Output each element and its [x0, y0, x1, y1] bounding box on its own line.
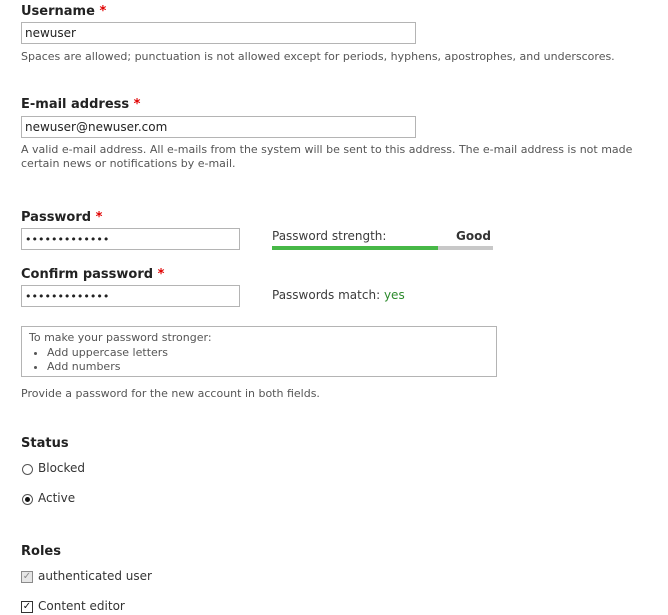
- email-input[interactable]: [21, 116, 416, 138]
- password-suggestions-title: To make your password stronger:: [29, 331, 212, 344]
- list-item: • Add numbers: [47, 360, 489, 374]
- password-strength-label: Password strength:: [272, 229, 387, 243]
- email-description-line2: certain news or notifications by e-mail.: [21, 157, 236, 170]
- confirm-password-label-text: Confirm password: [21, 267, 154, 282]
- email-description: [21, 143, 632, 171]
- username-label-text: Username: [21, 4, 95, 19]
- email-label-text: E-mail address: [21, 97, 130, 112]
- required-mark: *: [157, 267, 165, 282]
- password-strength-bar: [272, 246, 493, 250]
- role-content-editor-checkbox[interactable]: [21, 601, 33, 613]
- status-active-radio[interactable]: [22, 494, 33, 505]
- checkbox-checked-icon: ✓: [22, 601, 32, 612]
- required-mark: *: [99, 4, 107, 19]
- password-label: [21, 210, 102, 225]
- password-description: Provide a password for the new account in both fields.: [21, 387, 320, 400]
- password-label-text: Password: [21, 210, 92, 225]
- status-active-label[interactable]: Active: [38, 491, 76, 505]
- confirm-password-input[interactable]: [21, 285, 240, 307]
- email-description-line1: A valid e-mail address. All e-mails from the system will be sent to this address. The e-mail address is not made: [21, 143, 633, 156]
- required-mark: *: [133, 97, 141, 112]
- password-match-label: Passwords match:: [272, 288, 381, 302]
- status-blocked-label[interactable]: Blocked: [38, 461, 86, 475]
- checkbox-checked-icon: ✓: [22, 571, 32, 582]
- password-match-value: yes: [383, 288, 405, 302]
- radio-selected-icon: [25, 497, 30, 502]
- password-match: [272, 288, 405, 302]
- role-content-editor-label[interactable]: Content editor: [38, 599, 125, 613]
- password-strength-fill: [272, 246, 438, 250]
- required-mark: *: [95, 210, 103, 225]
- confirm-password-label: [21, 267, 164, 282]
- username-description: Spaces are allowed; punctuation is not allowed except for periods, hyphens, apostrophes, and underscores.: [21, 50, 615, 63]
- roles-label: Roles: [21, 544, 61, 559]
- list-item: • Add uppercase letters: [47, 346, 489, 360]
- password-input[interactable]: [21, 228, 240, 250]
- role-authenticated-user-checkbox: [21, 571, 33, 583]
- password-strength-text: Good: [456, 229, 491, 243]
- status-label: Status: [21, 436, 69, 451]
- email-label: [21, 97, 140, 112]
- role-authenticated-user-label: authenticated user: [38, 569, 152, 583]
- password-suggestions: [21, 326, 497, 377]
- password-suggestions-list: [29, 346, 489, 374]
- username-input[interactable]: [21, 22, 416, 44]
- username-label: [21, 4, 106, 19]
- status-blocked-radio[interactable]: [22, 464, 33, 475]
